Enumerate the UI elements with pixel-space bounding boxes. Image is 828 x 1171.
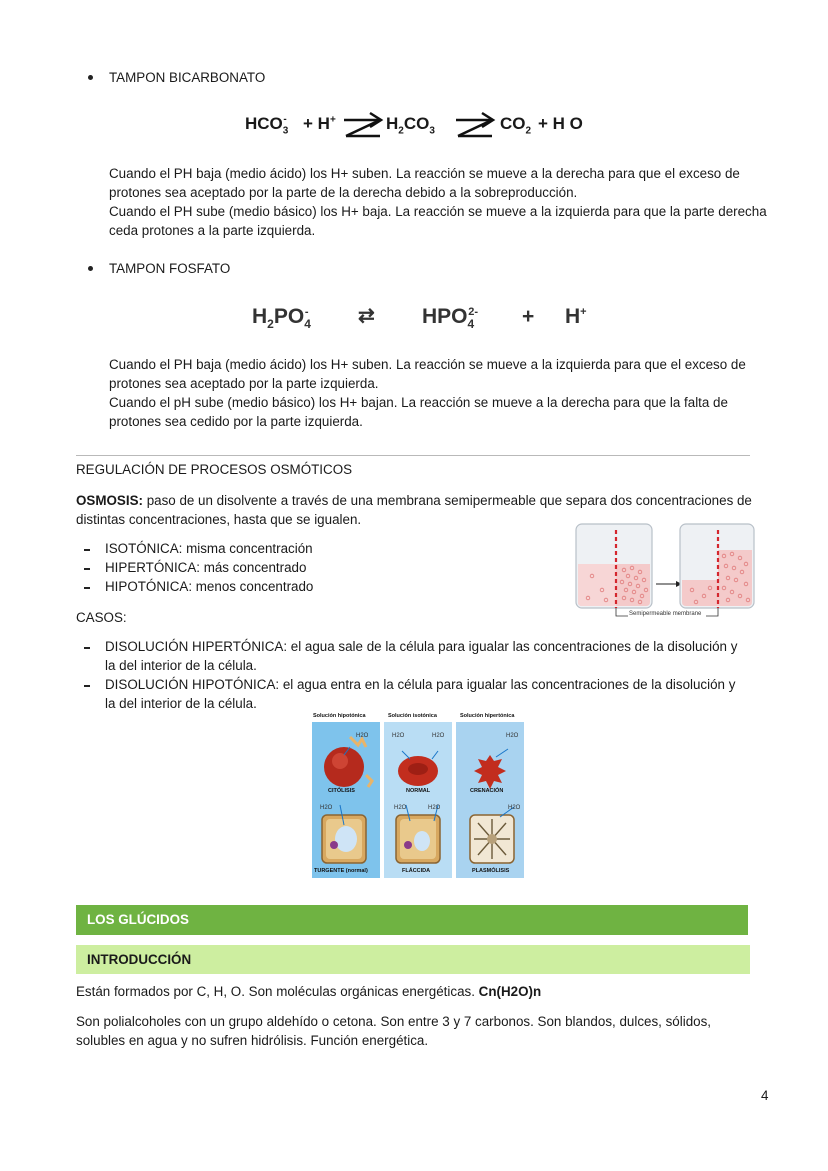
reversible-arrows-icon: ⇄ (358, 305, 375, 327)
red-blood-cell-icon (474, 749, 508, 789)
bicarbonato-paragraph-1: Cuando el PH baja (medio ácido) los H+ suben. La reacción se mueve a la derecha para que el exceso de protones sea aceptado por la parte de la derecha debido a la sobreproducción. (109, 166, 740, 200)
osmosis-type-hipotonica: HIPOTÓNICA: menos concentrado (105, 579, 314, 594)
list-dash (84, 549, 90, 551)
fosfato-title: TAMPON FOSFATO (109, 261, 231, 276)
h2o-label: H2O (320, 805, 333, 811)
h2o-label: H2O (508, 805, 521, 811)
tonicity-cells-figure (310, 711, 526, 879)
figure-column-title: Solución hipertónica (460, 713, 515, 719)
figure-column-title: Solución hipotónica (313, 713, 366, 719)
glucidos-paragraph-1: Están formados por C, H, O. Son moléculas orgánicas energéticas. Cn(H2O)n (76, 984, 542, 999)
section-title: LOS GLÚCIDOS (87, 912, 189, 927)
equilibrium-arrow-icon (340, 110, 386, 142)
fosfato-paragraph-1: Cuando el PH baja (medio ácido) los H+ suben. La reacción se mueve a la izquierda para que el exceso de protones sea aceptado por la parte izquierda. (109, 357, 746, 391)
beaker-icon (576, 524, 652, 608)
figure-column-title: Solución isotónica (388, 713, 437, 719)
plant-cell-icon (470, 807, 514, 863)
bullet-icon (88, 266, 93, 271)
bicarbonato-paragraph-2: Cuando el PH sube (medio básico) los H+ baja. La reacción se mueve a la izquierda para que la parte derecha ceda protones a la parte izquierda. (109, 204, 767, 238)
red-blood-cell-icon (398, 751, 438, 786)
osmosis-type-isotonica: ISOTÓNICA: misma concentración (105, 541, 313, 556)
glucidos-paragraph-2: Son polialcoholes con un grupo aldehído o cetona. Son entre 3 y 7 carbonos. Son blandos, dulces, sólidos, solubles en agua y no sufren hidrólisis. Función energética. (76, 1014, 712, 1048)
plant-cell-icon (396, 805, 440, 863)
list-dash (84, 587, 90, 589)
section-divider (76, 455, 750, 456)
section-header-bar (76, 905, 748, 935)
osmosis-heading: REGULACIÓN DE PROCESOS OSMÓTICOS (76, 462, 353, 477)
figure-top-label: CRENACIÓN (470, 788, 504, 794)
figure-bottom-label: TURGENTE (normal) (314, 868, 368, 874)
h2o-label: H2O (356, 733, 369, 739)
subsection-title: INTRODUCCIÓN (87, 952, 192, 967)
h2o-label: H2O (428, 805, 441, 811)
figure-bottom-label: FLÁCCIDA (402, 868, 431, 874)
list-dash (84, 568, 90, 570)
casos-label: CASOS: (76, 610, 127, 625)
subsection-header-bar (76, 945, 750, 974)
bicarbonato-title: TAMPON BICARBONATO (109, 70, 266, 85)
red-blood-cell-icon (324, 737, 372, 787)
h2o-label: H2O (432, 733, 445, 739)
equilibrium-arrow-icon (452, 110, 498, 142)
fosfato-paragraph-2: Cuando el pH sube (medio básico) los H+ bajan. La reacción se mueve a la derecha para que la falta de protones sea cedido por la parte izquierda. (109, 395, 728, 429)
beaker-caption: Semipermeable membrane (629, 611, 702, 617)
page-number: 4 (761, 1088, 769, 1103)
caso-hipertonica: DISOLUCIÓN HIPERTÓNICA: el agua sale de la célula para igualar las concentraciones de la disolución y la del interior de la célula. (105, 639, 738, 673)
list-dash (84, 685, 90, 687)
h2o-label: H2O (506, 733, 519, 739)
caso-hipotonica: DISOLUCIÓN HIPOTÓNICA: el agua entra en la célula para igualar las concentraciones de la disolución y la del interior de la célula. (105, 677, 736, 711)
list-dash (84, 647, 90, 649)
plant-cell-icon (322, 805, 366, 863)
figure-bottom-label: PLASMÓLISIS (472, 868, 510, 874)
bicarbonato-equation: $HCO_3^-$ + H+ $H_2CO_3$ $CO_2$ + H O (245, 110, 605, 142)
osmosis-type-hipertonica: HIPERTÓNICA: más concentrado (105, 560, 307, 575)
h2o-label: H2O (394, 805, 407, 811)
fosfato-equation: $H_2PO_4^-$ ⇄ $HPO_4^{2-}$ + H+ (252, 305, 587, 332)
figure-top-label: NORMAL (406, 788, 431, 794)
beaker-icon (680, 524, 754, 608)
figure-top-label: CITÓLISIS (328, 788, 355, 794)
bullet-icon (88, 75, 93, 80)
h2o-label: H2O (392, 733, 405, 739)
osmosis-definition: OSMOSIS: paso de un disolvente a través de una membrana semipermeable que separa dos concentraciones de distintas concentraciones, hasta que se igualen. (76, 493, 752, 527)
